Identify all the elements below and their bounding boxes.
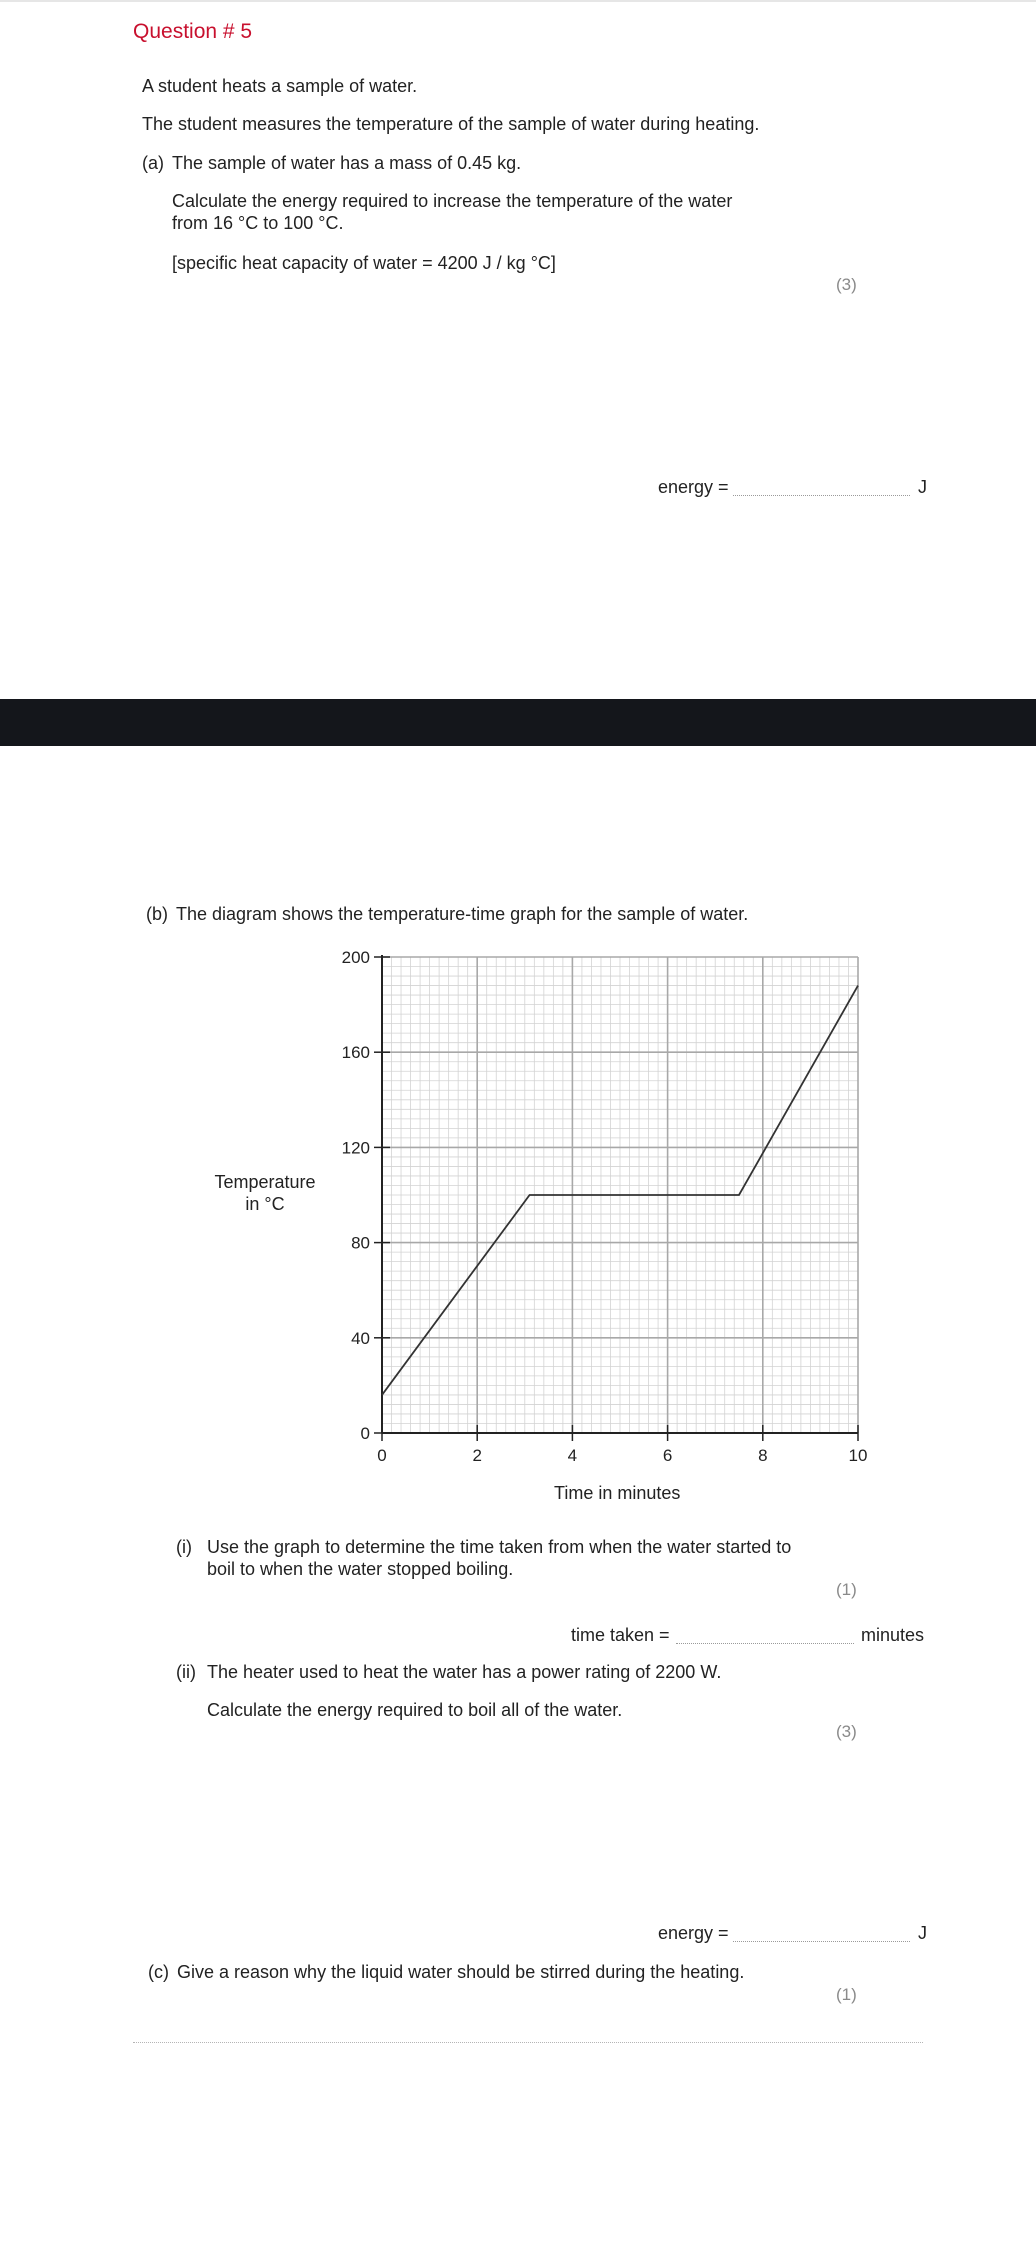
part-a-marks: (3) — [836, 275, 857, 294]
chart-x-axis-title: Time in minutes — [554, 1483, 681, 1503]
chart-y-axis-title-line-1: Temperature — [214, 1172, 316, 1192]
chart-y-axis-title-line-2: in °C — [245, 1194, 285, 1214]
chart-y-tick-label: 0 — [360, 1424, 370, 1443]
part-b-text: The diagram shows the temperature-time graph for the sample of water. — [176, 904, 749, 924]
top-border — [0, 0, 1036, 2]
chart-y-tick-label: 160 — [341, 1043, 370, 1063]
chart-x-tick-label: 0 — [377, 1446, 387, 1465]
part-b-ii-line-1: The heater used to heat the water has a power rating of 2200 W. — [207, 1662, 722, 1682]
chart-y-tick-label: 200 — [341, 948, 370, 967]
chart-ticks — [374, 957, 858, 1441]
part-b-ii-line-2: Calculate the energy required to boil all of the water. — [207, 1700, 623, 1720]
chart-y-axis-title — [190, 1171, 340, 1215]
part-b-i-line-1: Use the graph to determine the time taken from when the water started to — [207, 1537, 792, 1557]
part-b-i-answer-label: time taken = — [571, 1625, 670, 1645]
part-a-data-line: [specific heat capacity of water = 4200 J / kg °C] — [172, 253, 556, 273]
temperature-time-graph — [190, 935, 890, 1520]
chart-x-tick-label: 4 — [567, 1446, 578, 1465]
chart-y-tick-label: 40 — [351, 1328, 370, 1348]
part-b-label: (b) — [146, 904, 168, 924]
part-a-label: (a) — [142, 153, 164, 173]
part-b-ii-answer-blank[interactable] — [733, 1941, 910, 1942]
part-c-marks: (1) — [836, 1985, 857, 2004]
part-a-answer-blank[interactable] — [733, 495, 910, 496]
part-a-calc-line-2: from 16 °C to 100 °C. — [172, 213, 344, 233]
chart-x-tick-label: 8 — [758, 1446, 768, 1465]
intro-line-2: The student measures the temperature of the sample of water during heating. — [142, 114, 760, 134]
part-a-calc-line-1: Calculate the energy required to increase the temperature of the water — [172, 191, 733, 211]
chart-x-tick-label: 6 — [662, 1446, 673, 1465]
chart-tick-labels — [342, 948, 868, 1465]
part-b-ii-label: (ii) — [176, 1662, 196, 1682]
chart-y-tick-label: 120 — [341, 1138, 370, 1158]
chart-x-tick-label: 10 — [848, 1446, 868, 1465]
part-b-i-label: (i) — [176, 1537, 192, 1557]
question-title: Question # 5 — [133, 20, 253, 43]
part-b-i-answer-unit: minutes — [861, 1625, 925, 1645]
chart-x-tick-label: 2 — [472, 1446, 482, 1465]
chart-y-tick-label: 80 — [351, 1233, 370, 1253]
part-a-answer-label: energy = — [658, 477, 729, 497]
page-separator-band — [0, 699, 1036, 746]
chart-svg — [190, 935, 890, 1515]
part-c-text: Give a reason why the liquid water should be stirred during the heating. — [177, 1962, 745, 1982]
intro-line-1: A student heats a sample of water. — [142, 76, 418, 96]
part-a-answer-unit: J — [918, 477, 927, 497]
part-c-answer-line[interactable] — [133, 2042, 923, 2043]
part-b-ii-answer-label: energy = — [658, 1923, 729, 1943]
part-b-i-line-2: boil to when the water stopped boiling. — [207, 1559, 514, 1579]
part-b-ii-marks: (3) — [836, 1722, 857, 1741]
part-c-label: (c) — [148, 1962, 169, 1982]
part-b-i-answer-blank[interactable] — [676, 1643, 854, 1644]
part-b-ii-answer-unit: J — [918, 1923, 927, 1943]
part-a-text: The sample of water has a mass of 0.45 kg. — [172, 153, 522, 173]
part-b-i-marks: (1) — [836, 1580, 857, 1599]
